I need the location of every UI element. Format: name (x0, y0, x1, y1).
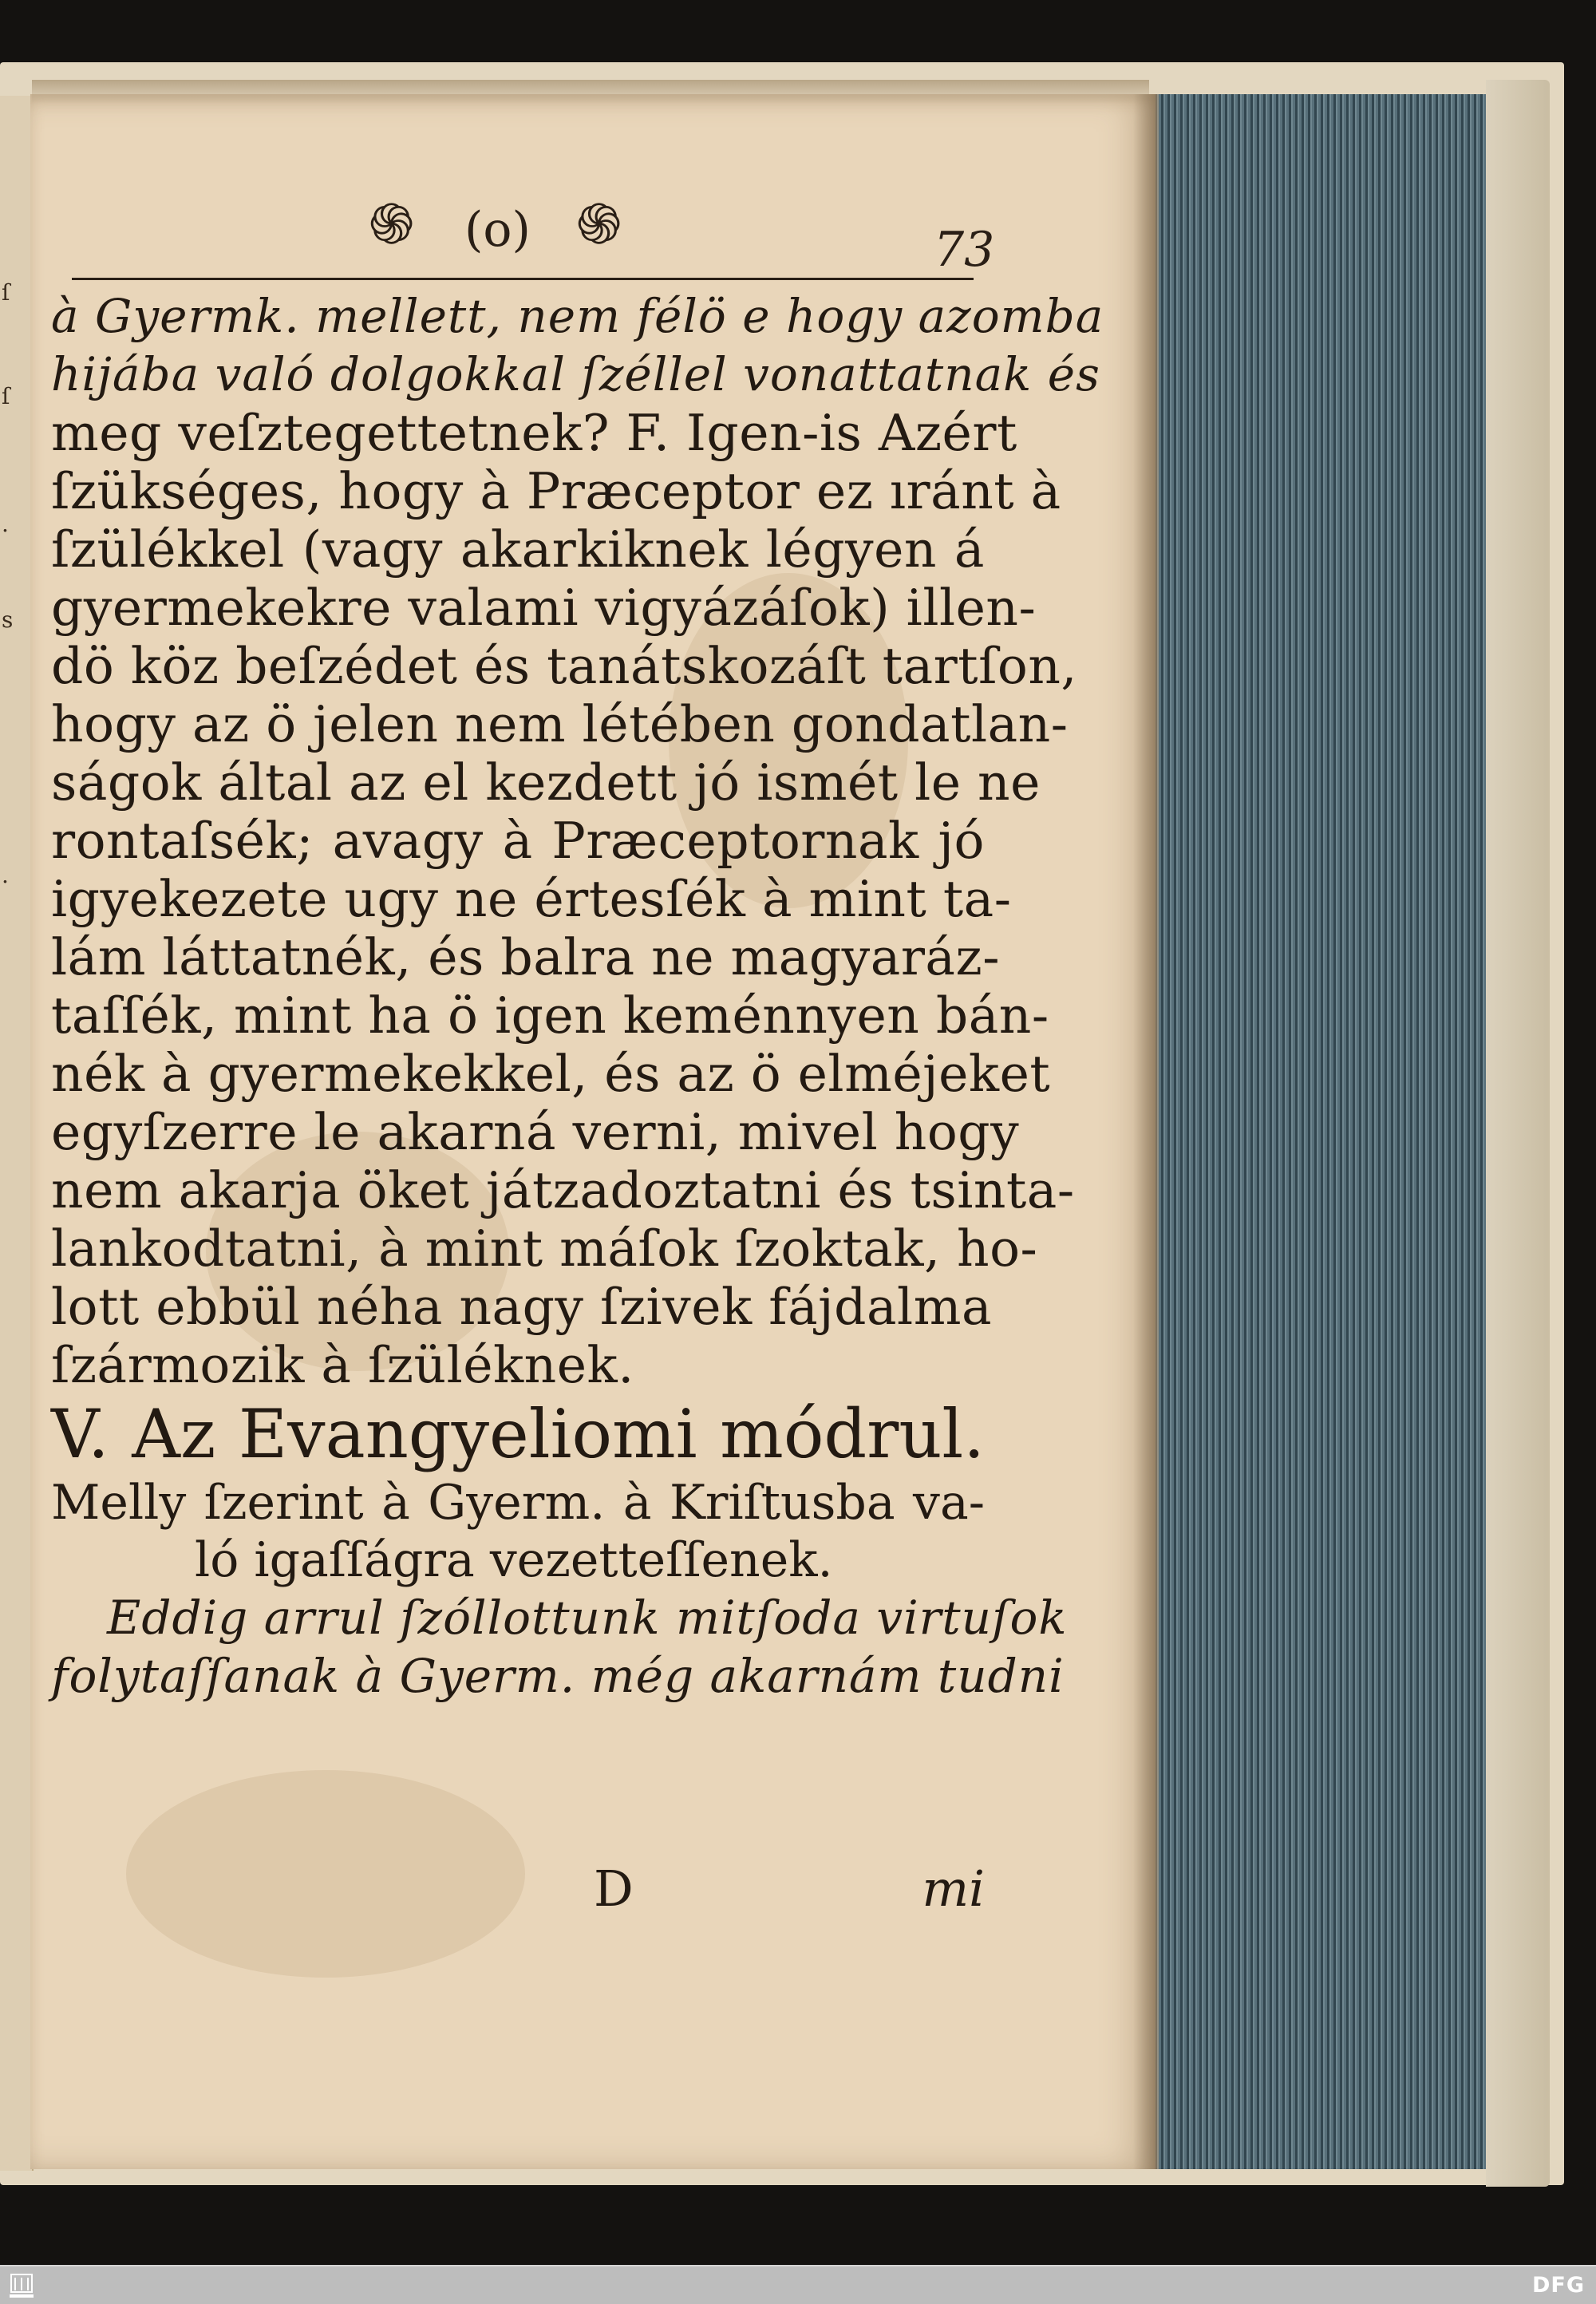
text-line: gyermekekre valami vigyázáſok) illen- (51, 579, 1037, 637)
section-subheading-line: ló igaſſágra vezetteſſenek. (195, 1532, 833, 1588)
prev-page-glyph: s (2, 607, 14, 633)
text-line: dö köz beſzédet és tanátskozáſt tartſon, (51, 637, 1077, 695)
page-footer (51, 1859, 985, 1917)
dfg-logo: DFG (1531, 2273, 1585, 2298)
text-line: ſzükséges, hogy à Præceptor ez ıránt à (51, 462, 1061, 520)
section-subheading-line: Melly ſzerint à Gyerm. à Kriſtusba va- (51, 1475, 985, 1531)
header-ornament-center: (o) (464, 202, 531, 258)
text-line: nem akarja öket játzadoztatni és tsinta- (51, 1161, 1075, 1219)
page-body (51, 287, 1104, 1705)
back-cover-edge (1486, 80, 1550, 2187)
text-line: lám láttatnék, és balra ne magyaráz- (51, 928, 1000, 986)
text-line: hijába való dolgokkal ſzéllel vonattatnak és (51, 347, 1100, 401)
text-line: igyekezete ugy ne értesſék à mint ta- (51, 870, 1012, 928)
text-line: hogy az ö jelen nem létében gondatlan- (51, 695, 1069, 753)
text-line: meg veſztegettetnek? F. Igen-is Azért (51, 404, 1017, 462)
text-line: lott ebbül néha nagy ſzivek fájdalma (51, 1278, 993, 1336)
text-line: egyſzerre le akarná verni, mivel hogy (51, 1103, 1020, 1161)
page-block-fore-edge (1159, 94, 1486, 2169)
prev-page-glyph: . (2, 511, 9, 537)
text-line-italic: folytaſſanak à Gyerm. még akarnám tudni (51, 1649, 1065, 1703)
viewer-bottom-bar (0, 2265, 1596, 2304)
page-gutter-shadow (1133, 94, 1157, 2169)
text-line-italic: Eddig arrul ſzóllottunk mitſoda virtuſok (107, 1591, 1068, 1645)
header-ornament-right: ֍ (576, 192, 622, 257)
page-top-shadow (32, 80, 1149, 104)
prev-page-glyph: ſ (2, 279, 10, 306)
text-line: ságok által az el kezdett jó ismét le ne (51, 753, 1041, 812)
section-heading: V. Az Evangyeliomi módrul. (51, 1395, 985, 1473)
text-line: à Gyermk. mellett, nem félö e hogy azomba (51, 289, 1104, 343)
prev-page-glyph: . (2, 862, 9, 888)
text-line: ſzármozik à ſzüléknek. (51, 1336, 634, 1394)
text-line: taſſék, mint ha ö igen keménnyen bán- (51, 986, 1049, 1045)
text-line: nék à gyermekekkel, és az ö elméjeket (51, 1045, 1051, 1103)
page-number: 73 (934, 222, 995, 278)
signature-mark: D (594, 1859, 634, 1918)
text-line: lankodtatni, à mint máſok ſzoktak, ho- (51, 1219, 1038, 1278)
header-rule (72, 278, 974, 280)
header-ornament-left: ֍ (369, 192, 415, 257)
text-line: rontaſsék; avagy à Præceptornak jó (51, 812, 985, 870)
prev-page-glyph: ſ (2, 383, 10, 409)
previous-page-edge (0, 96, 34, 2171)
library-logo-icon (8, 2271, 35, 2300)
catchword: mi (922, 1859, 985, 1918)
text-line: ſzülékkel (vagy akarkiknek légyen á (51, 520, 985, 579)
